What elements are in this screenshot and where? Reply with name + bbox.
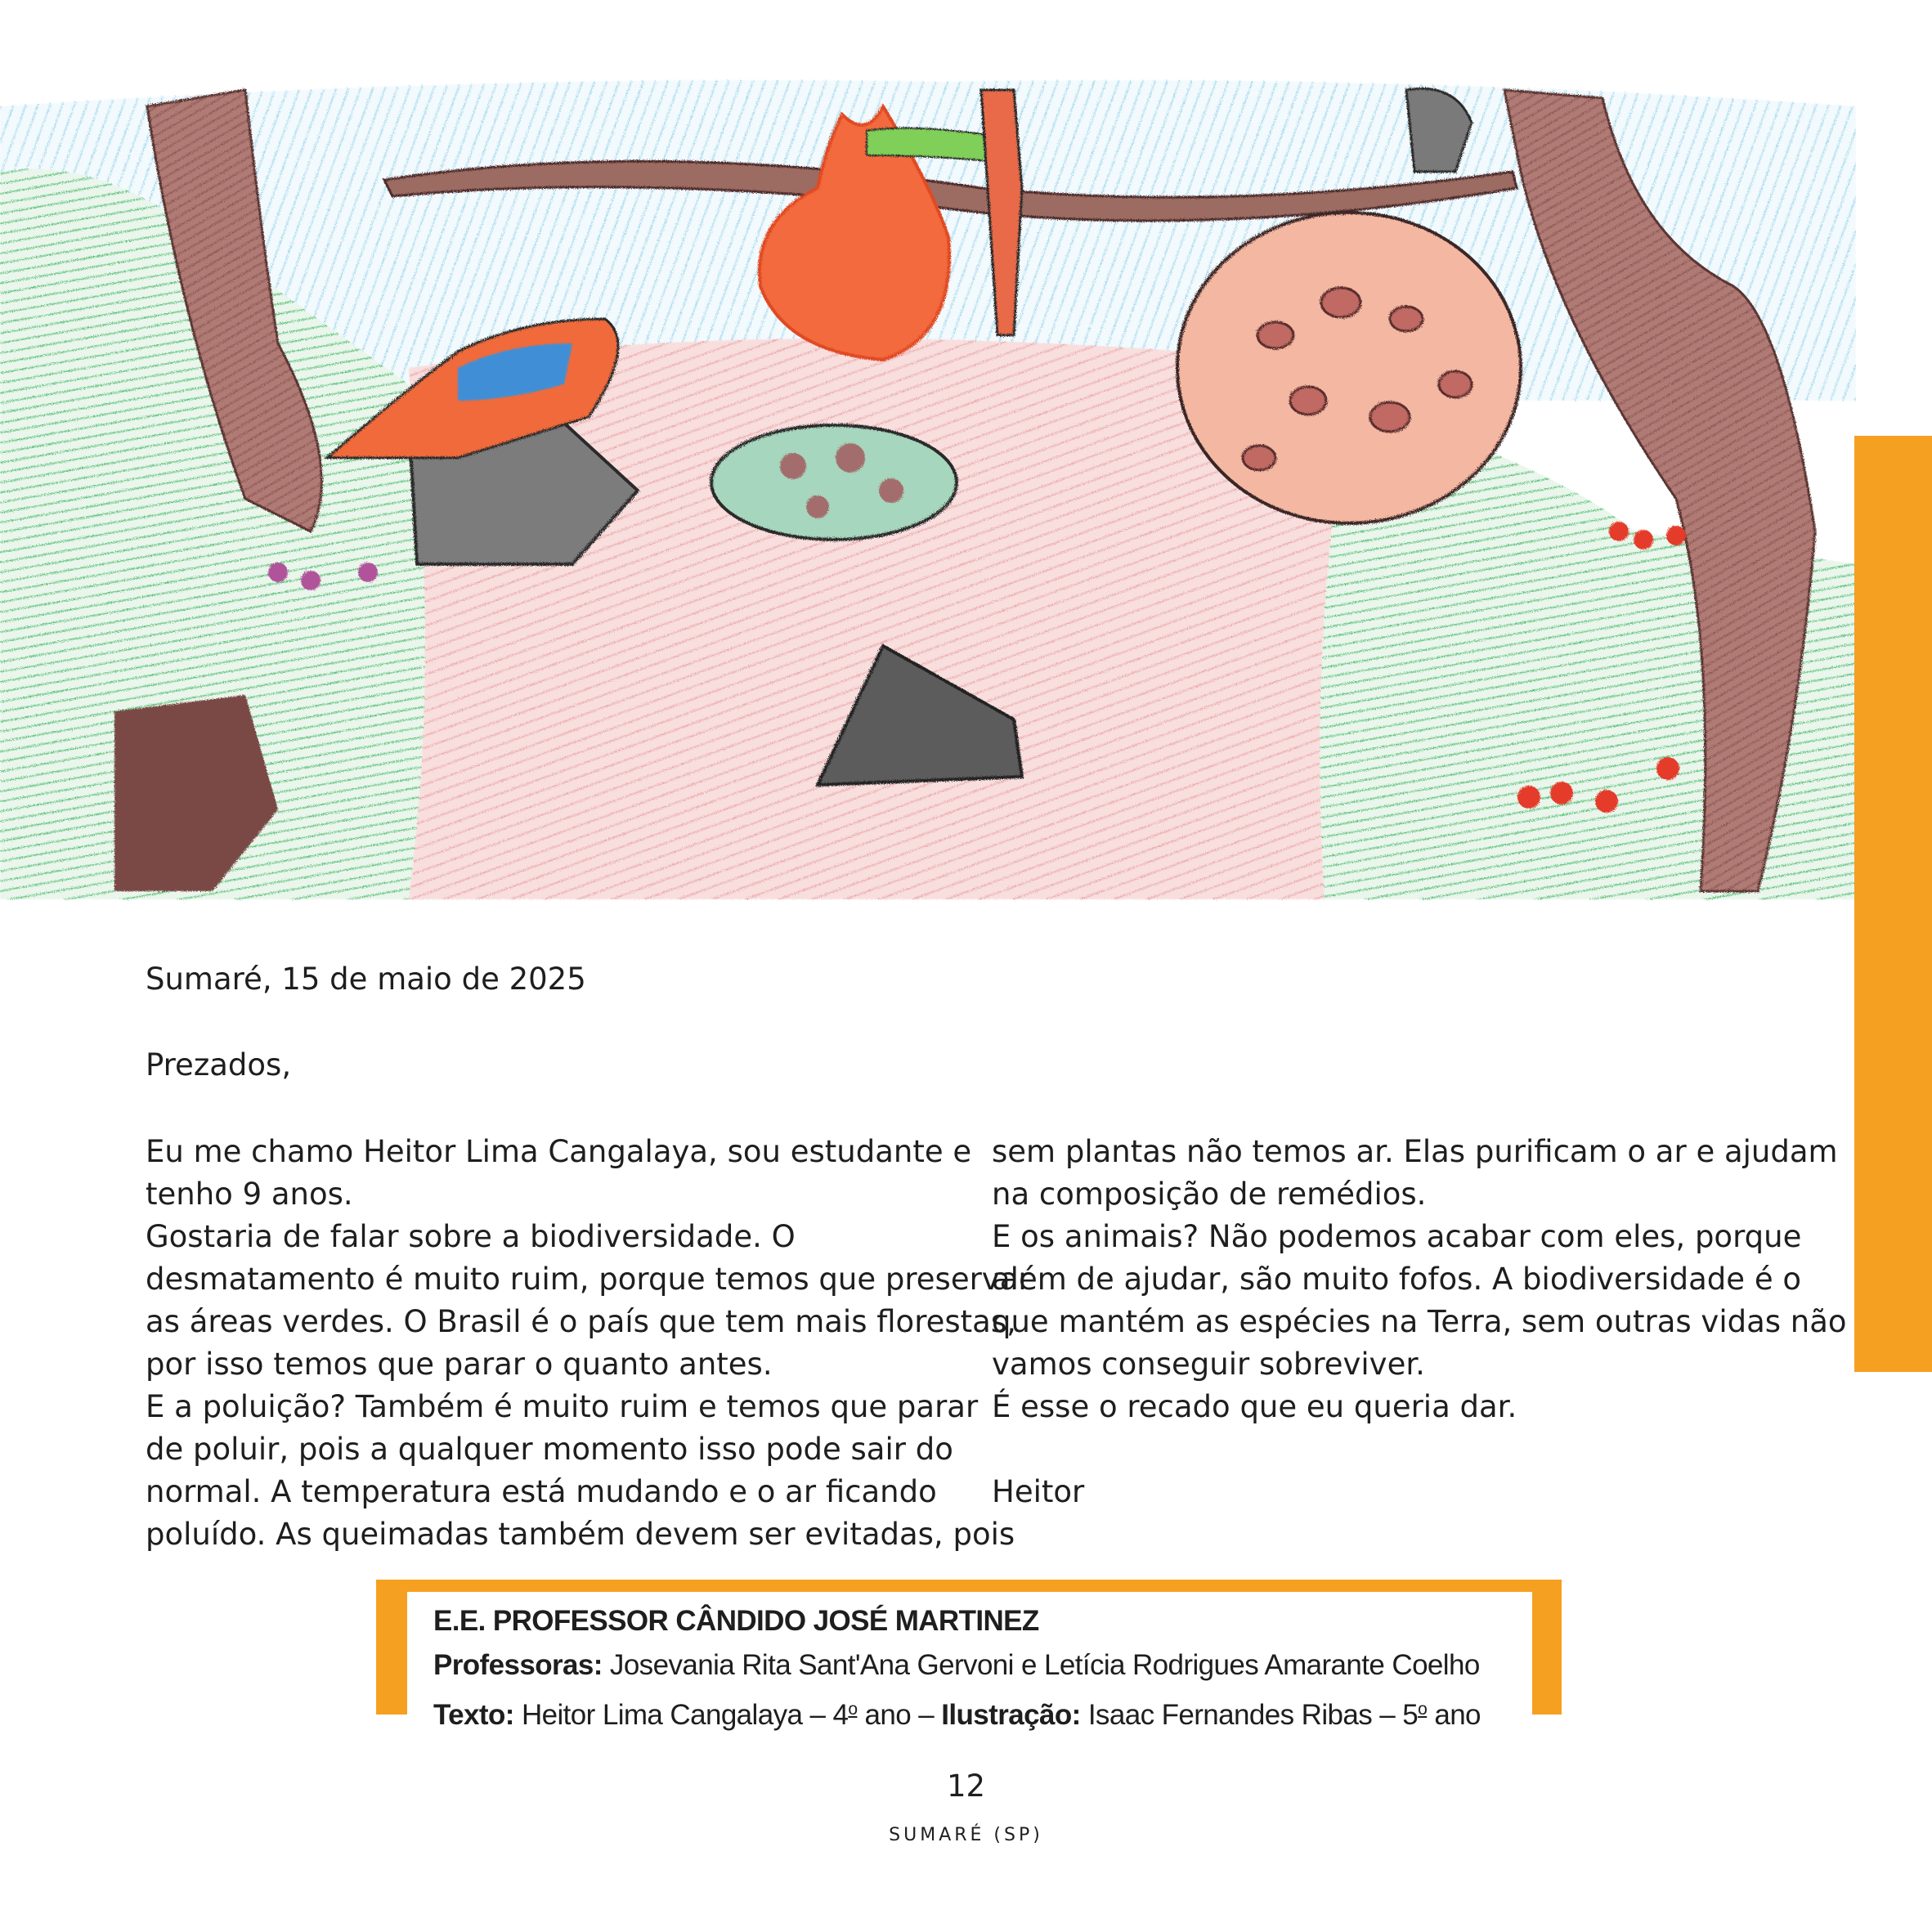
letter-line: E a poluição? Também é muito ruim e temos que parar [146, 1389, 979, 1424]
illustration-label: Ilustração: [941, 1699, 1081, 1731]
letter-line: Gostaria de falar sobre a biodiversidade. O [146, 1219, 796, 1254]
text-grade-suffix: ano – [857, 1699, 942, 1731]
illustration-grade-suffix: ano [1427, 1699, 1481, 1731]
jaguar [1177, 213, 1521, 523]
turtle [711, 425, 957, 540]
letter-line: as áreas verdes. O Brasil é o país que tem mais florestas, [146, 1304, 1016, 1339]
letter-line: por isso temos que parar o quanto antes. [146, 1347, 773, 1382]
credits-box [407, 1592, 1532, 1731]
side-tab-accent [1854, 436, 1932, 1372]
letter-right-column [992, 1131, 1847, 1513]
letter-line: que mantém as espécies na Terra, sem outras vidas não [992, 1304, 1847, 1339]
footer-city: SUMARÉ (SP) [889, 1825, 1043, 1845]
text-author: Heitor Lima Cangalaya – 4 [521, 1699, 849, 1731]
letter-line: É esse o recado que eu queria dar. [992, 1389, 1517, 1424]
letter-left-column [146, 1131, 1031, 1556]
letter-line: além de ajudar, são muito fofos. A biodiversidade é o [992, 1262, 1801, 1297]
teachers-label: Professoras: [433, 1649, 603, 1681]
letter-line: Eu me chamo Heitor Lima Cangalaya, sou estudante e [146, 1134, 972, 1169]
text-grade-sup: o [848, 1700, 858, 1719]
authors-line [433, 1688, 1532, 1737]
letter-line: E os animais? Não podemos acabar com eles, porque [992, 1219, 1802, 1254]
school-name: E.E. PROFESSOR CÂNDIDO JOSÉ MARTINEZ [433, 1605, 1039, 1637]
teachers-names: Josevania Rita Sant'Ana Gervoni e Letícia Rodrigues Amarante Coelho [609, 1649, 1480, 1681]
page-number: 12 [946, 1768, 986, 1804]
letter-line: de poluir, pois a qualquer momento isso pode sair do [146, 1432, 953, 1467]
text-label: Texto: [433, 1699, 514, 1731]
letter-line: normal. A temperatura está mudando e o ar ficando [146, 1474, 937, 1509]
letter-line: vamos conseguir sobreviver. [992, 1347, 1425, 1382]
letter-line: poluído. As queimadas também devem ser evitadas, pois [146, 1517, 1015, 1552]
letter-line: tenho 9 anos. [146, 1177, 353, 1212]
crayon-illustration [0, 74, 1856, 908]
illustration-author: Isaac Fernandes Ribas – 5 [1087, 1699, 1419, 1731]
letter-greeting: Prezados, [146, 1047, 292, 1083]
letter-date: Sumaré, 15 de maio de 2025 [146, 962, 586, 997]
illustration-grade-sup: o [1418, 1700, 1428, 1719]
letter-signature: Heitor [992, 1474, 1085, 1509]
teachers-line [433, 1643, 1532, 1688]
letter-line: desmatamento é muito ruim, porque temos que preservar [146, 1262, 1031, 1297]
letter-line: na composição de remédios. [992, 1177, 1427, 1212]
letter-line: sem plantas não temos ar. Elas purificam o ar e ajudam [992, 1134, 1838, 1169]
